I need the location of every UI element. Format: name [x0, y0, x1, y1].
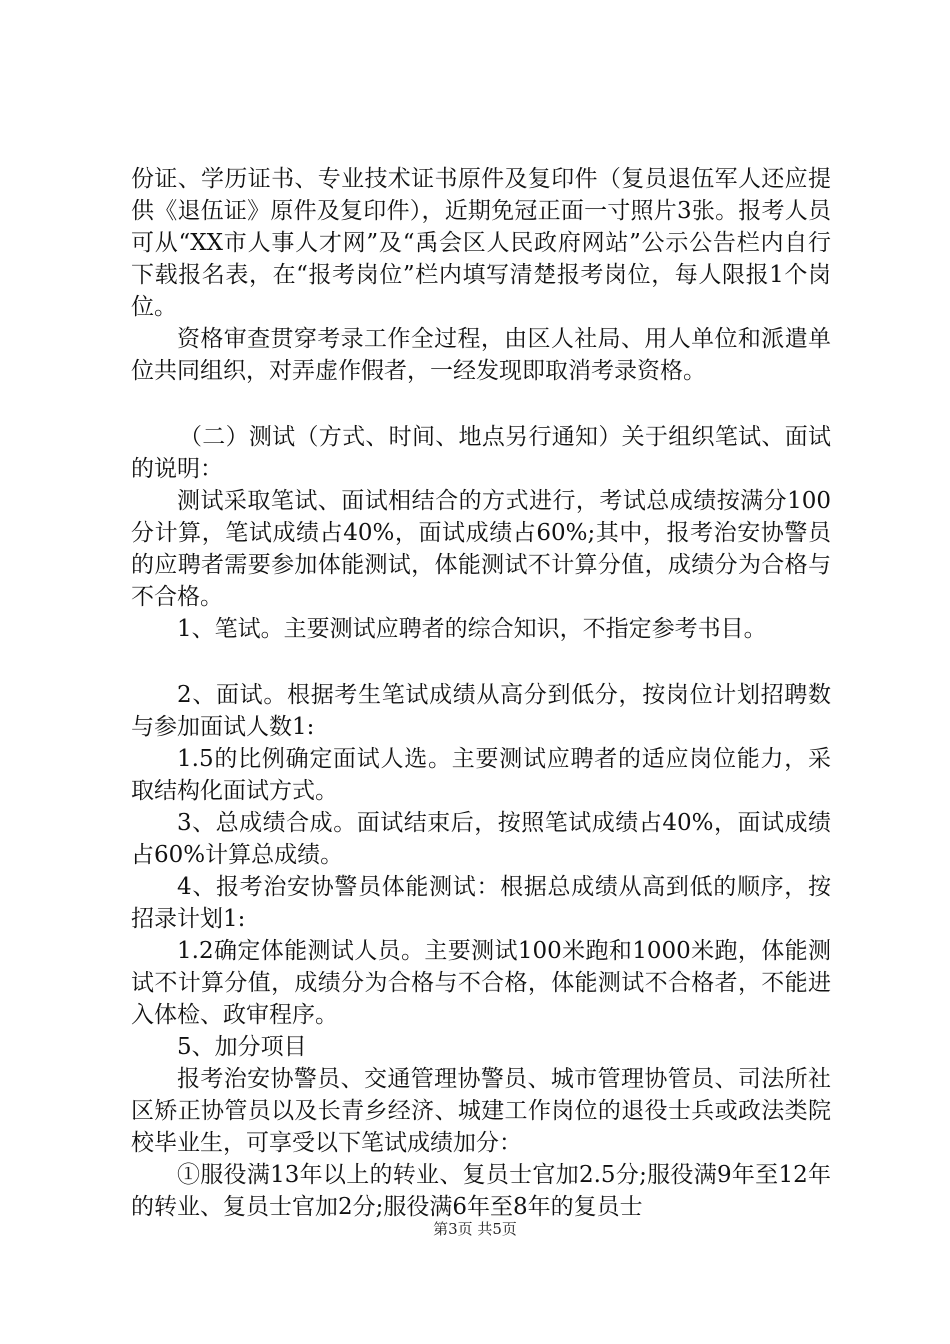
paragraph-spacer — [131, 645, 831, 679]
paragraph-fitness-ratio: 1.2确定体能测试人员。主要测试100米跑和1000米跑，体能测试不计算分值，成绩分为合格与不合格，体能测试不合格者，不能进入体检、政审程序。 — [131, 938, 831, 1028]
paragraph-bonus-service: ①服役满13年以上的转业、复员士官加2.5分;服役满9年至12年的转业、复员士官加2分;服役满6年至8年的复员士 — [131, 1162, 831, 1220]
paragraph-total-score: 3、总成绩合成。面试结束后，按照笔试成绩占40%，面试成绩占60%计算总成绩。 — [131, 810, 831, 868]
page-number-label: 第3页 共5页 — [433, 1220, 517, 1238]
paragraph-interview-ratio: 1.5的比例确定面试人选。主要测试应聘者的适应岗位能力，采取结构化面试方式。 — [131, 746, 831, 804]
paragraph-written-test: 1、笔试。主要测试应聘者的综合知识，不指定参考书目。 — [177, 616, 767, 642]
paragraph-interview: 2、面试。根据考生笔试成绩从高分到低分，按岗位计划招聘数与参加面试人数1: — [131, 682, 831, 740]
page-footer — [0, 1218, 950, 1239]
paragraph-bonus-heading: 5、加分项目 — [177, 1034, 307, 1060]
section-heading-testing: （二）测试（方式、时间、地点另行通知）关于组织笔试、面试的说明： — [131, 424, 831, 482]
paragraph-1: 份证、学历证书、专业技术证书原件及复印件（复员退伍军人还应提供《退伍证》原件及复印件），近期免冠正面一寸照片3张。报考人员可从“XX市人事人才网”及“禹会区人民政府网站”公示公告栏内自行下载报名表，在“报考岗位”栏内填写清楚报考岗位，每人限报1个岗位。 — [131, 166, 831, 320]
document-body — [131, 163, 831, 1223]
paragraph-testing-method: 测试采取笔试、面试相结合的方式进行，考试总成绩按满分100分计算，笔试成绩占40%，面试成绩占60%;其中，报考治安协警员的应聘者需要参加体能测试，体能测试不计算分值，成绩分为合格与不合格。 — [131, 488, 831, 610]
paragraph-spacer — [131, 387, 831, 421]
paragraph-bonus-eligibility: 报考治安协警员、交通管理协警员、城市管理协管员、司法所社区矫正协管员以及长青乡经济、城建工作岗位的退役士兵或政法类院校毕业生，可享受以下笔试成绩加分： — [131, 1066, 831, 1156]
paragraph-fitness-test: 4、报考治安协警员体能测试：根据总成绩从高到低的顺序，按招录计划1: — [131, 874, 831, 932]
paragraph-2: 资格审查贯穿考录工作全过程，由区人社局、用人单位和派遣单位共同组织，对弄虚作假者，一经发现即取消考录资格。 — [131, 326, 831, 384]
